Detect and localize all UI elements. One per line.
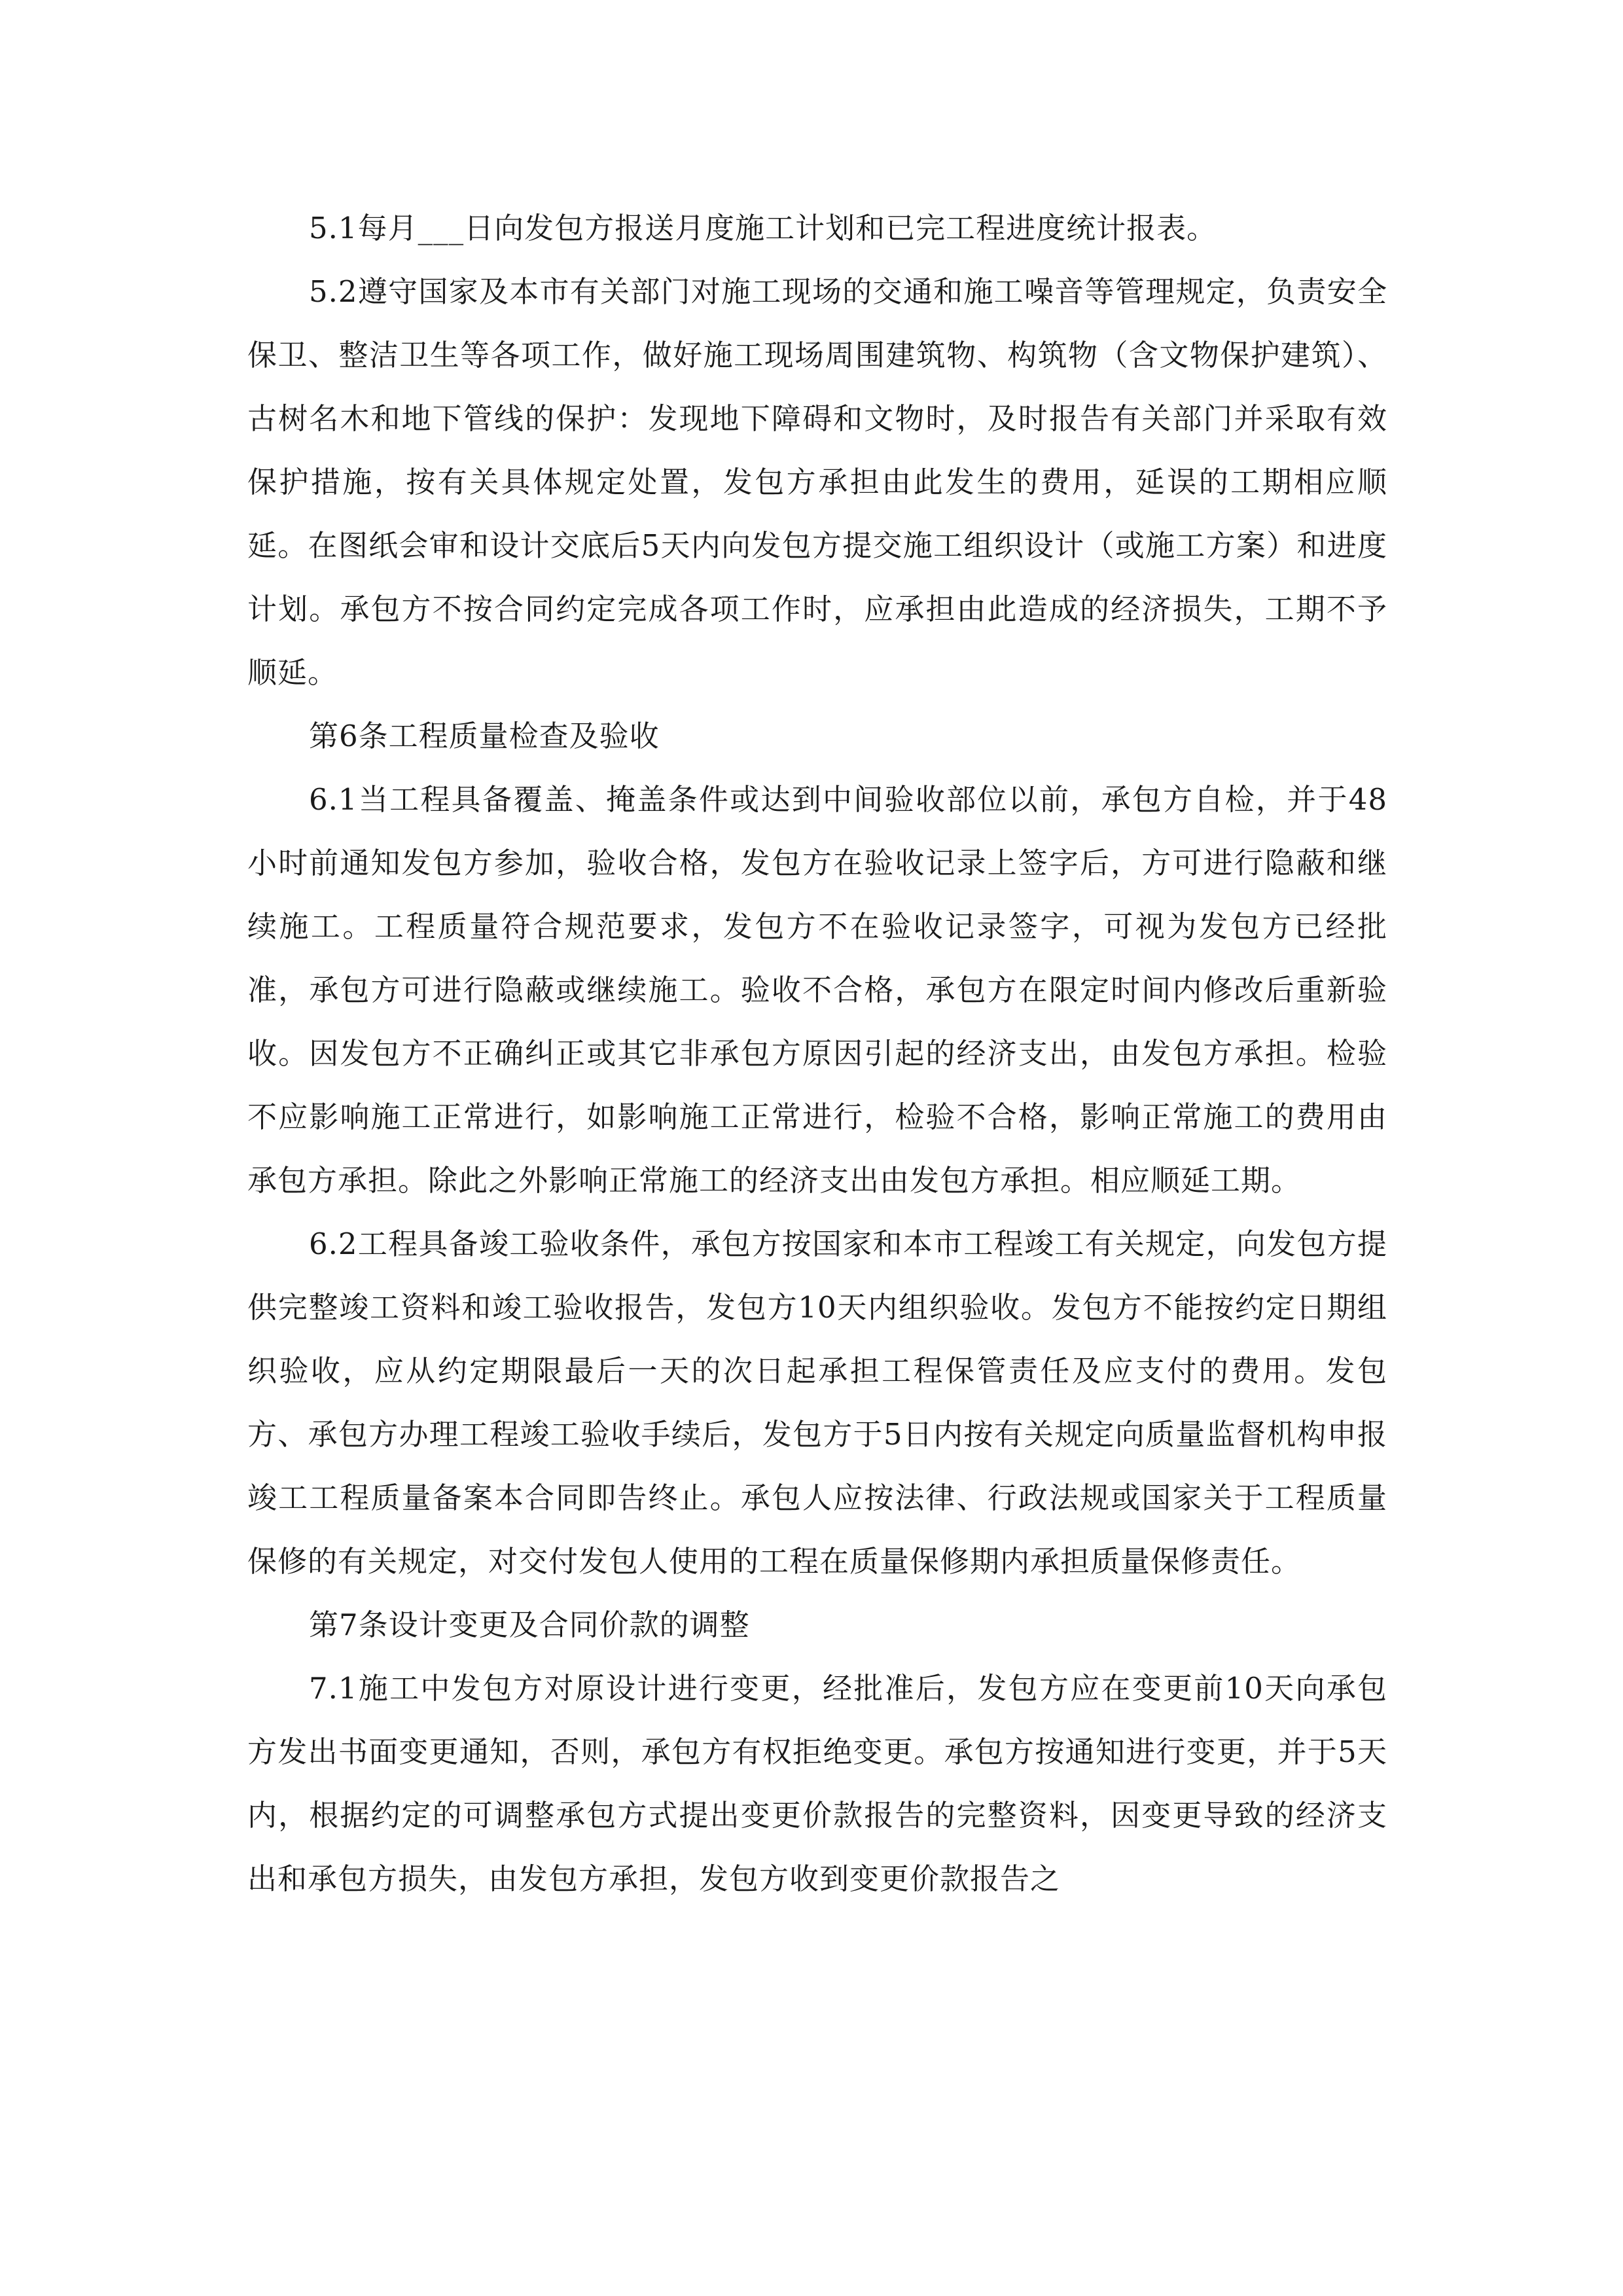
clause-5-1: 5.1每月___日向发包方报送月度施工计划和已完工程进度统计报表。	[309, 211, 1217, 245]
clause-5-2: 5.2遵守国家及本市有关部门对施工现场的交通和施工噪音等管理规定，负责安全保卫、整洁卫生等各项工作，做好施工现场周围建筑物、构筑物（含文物保护建筑）、古树名木和地下管线的保护：发现地下障碍和文物时，及时报告有关部门并采取有效保护措施，按有关具体规定处置，发包方承担由此发生的费用，延误的工期相应顺延。在图纸会审和设计交底后5天内向发包方提交施工组织设计（或施工方案）和进度计划。承包方不按合同约定完成各项工作时，应承担由此造成的经济损失，工期不予顺延。	[247, 274, 1387, 690]
document-page	[247, 196, 1387, 1910]
section-heading-6: 第6条工程质量检查及验收	[309, 719, 660, 753]
section-heading-7: 第7条设计变更及合同价款的调整	[309, 1607, 750, 1642]
clause-7-1: 7.1施工中发包方对原设计进行变更，经批准后，发包方应在变更前10天向承包方发出书面变更通知，否则，承包方有权拒绝变更。承包方按通知进行变更，并于5天内，根据约定的可调整承包方式提出变更价款报告的完整资料，因变更导致的经济支出和承包方损失，由发包方承担，发包方收到变更价款报告之	[247, 1671, 1387, 1896]
clause-6-2: 6.2工程具备竣工验收条件，承包方按国家和本市工程竣工有关规定，向发包方提供完整竣工资料和竣工验收报告，发包方10天内组织验收。发包方不能按约定日期组织验收，应从约定期限最后一天的次日起承担工程保管责任及应支付的费用。发包方、承包方办理工程竣工验收手续后，发包方于5日内按有关规定向质量监督机构申报竣工工程质量备案本合同即告终止。承包人应按法律、行政法规或国家关于工程质量保修的有关规定，对交付发包人使用的工程在质量保修期内承担质量保修责任。	[247, 1227, 1387, 1579]
clause-6-1: 6.1当工程具备覆盖、掩盖条件或达到中间验收部位以前，承包方自检，并于48小时前通知发包方参加，验收合格，发包方在验收记录上签字后，方可进行隐蔽和继续施工。工程质量符合规范要求，发包方不在验收记录签字，可视为发包方已经批准，承包方可进行隐蔽或继续施工。验收不合格，承包方在限定时间内修改后重新验收。因发包方不正确纠正或其它非承包方原因引起的经济支出，由发包方承担。检验不应影响施工正常进行，如影响施工正常进行，检验不合格，影响正常施工的费用由承包方承担。除此之外影响正常施工的经济支出由发包方承担。相应顺延工期。	[247, 782, 1387, 1198]
